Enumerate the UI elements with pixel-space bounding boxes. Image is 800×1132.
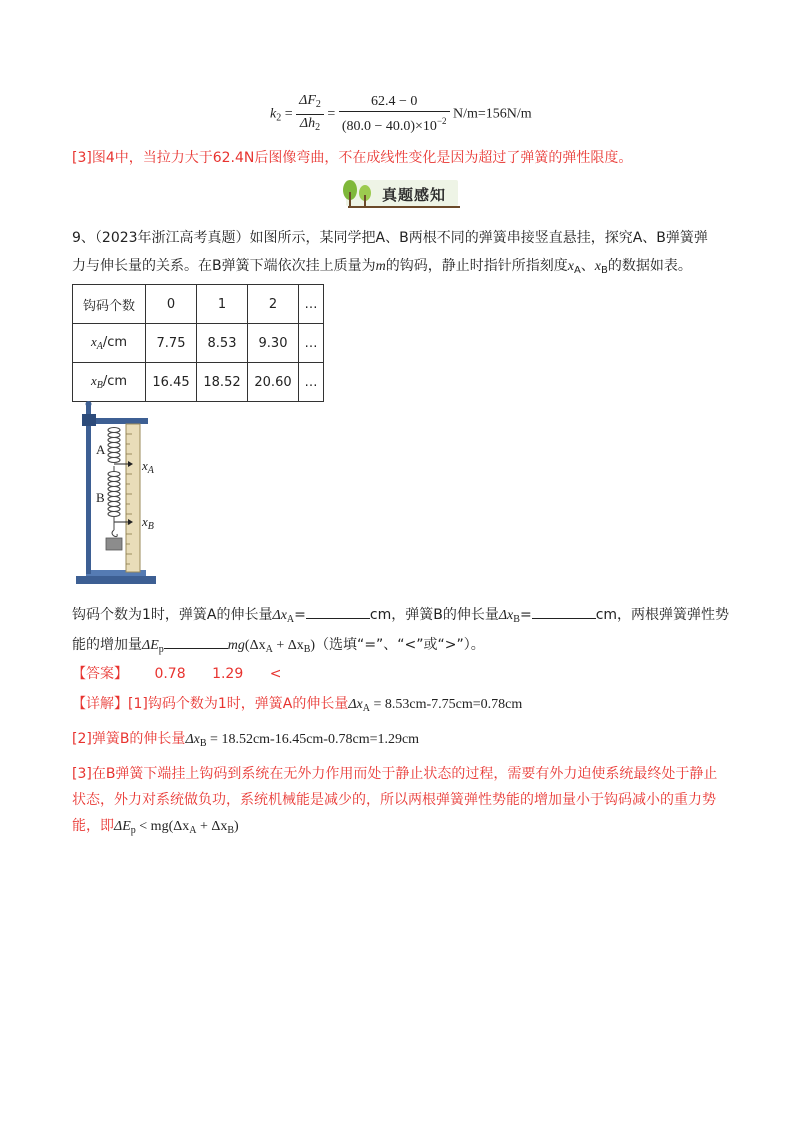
table-row-label: $x_A/cm$ xyxy=(73,324,146,363)
table-row xyxy=(73,363,324,402)
table-cell: … xyxy=(299,324,324,363)
fill-line-2: 能的增加量$\Delta E_p$ $mg(\Delta x_A + \Delta x_B)$（选填“=”、“<”或“>”）。 xyxy=(72,634,485,660)
fraction-dF-dh: $\frac{\Delta F_2}{\Delta h_2}$ xyxy=(296,92,324,137)
question-number: 9、 xyxy=(72,230,95,246)
table-header-cell: 2 xyxy=(248,285,299,324)
formula-lhs: k xyxy=(270,106,277,122)
spring-apparatus-figure xyxy=(72,400,182,590)
question-line-2: 力与伸长量的关系。在B弹簧下端依次挂上质量为m的钩码，静止时指针所指刻度$x_A$、$x_B$的数据如表。 xyxy=(72,258,692,276)
label-spring-b: B xyxy=(96,490,105,505)
table-cell: 9.30 xyxy=(248,324,299,363)
answer-label: 【答案】 xyxy=(72,666,128,682)
answer-value-3: < xyxy=(269,666,282,682)
blank-answer-2[interactable] xyxy=(532,604,596,619)
table-cell: 18.52 xyxy=(197,363,248,402)
detail-line-1: 【详解】[1]钩码个数为1时，弹簧A的伸长量$\Delta x_A = 8.53cm-7.75cm=0.78cm$ xyxy=(72,696,523,714)
answer-line xyxy=(72,664,281,684)
question-line-1: 9、（2023年浙江高考真题）如图所示，某同学把A、B两根不同的弹簧串接竖直悬挂，探究A、B弹簧弹 xyxy=(72,230,708,246)
formula-k2: $k_2$ = $\frac{\Delta F_2}{\Delta h_2}$ = $\frac{62.4 - 0}{(80.0 - 40.0)\times 10^{-2}}$ N/m=156N/m xyxy=(270,92,532,137)
note-3-previous: [3]图4中，当拉力大于62.4N后图像弯曲，不在成线性变化是因为超过了弹簧的弹性限度。 xyxy=(72,150,633,166)
section-banner-text: 真题感知 xyxy=(382,186,447,204)
table-row-label: $x_B/cm$ xyxy=(73,363,146,402)
detail-label: 【详解】 xyxy=(72,696,128,712)
formula-result: N/m=156N/m xyxy=(453,106,532,122)
detail-line-3b: 状态，外力对系统做负功，系统机械能是减少的，所以两根弹簧弹性势能的增加量小于钩码减小的重力势 xyxy=(72,792,716,808)
table-cell: 16.45 xyxy=(146,363,197,402)
label-xb: $x_B$ xyxy=(142,514,154,532)
detail-line-3a: [3]在B弹簧下端挂上钩码到系统在无外力作用而处于静止状态的过程，需要有外力迫使系统最终处于静止 xyxy=(72,766,718,782)
blank-answer-3[interactable] xyxy=(164,634,228,649)
table-row xyxy=(73,324,324,363)
table-cell: 20.60 xyxy=(248,363,299,402)
table-cell: … xyxy=(299,363,324,402)
section-banner xyxy=(338,178,462,210)
label-xa: $x_A$ xyxy=(142,458,154,476)
data-table xyxy=(72,284,324,402)
table-header-cell: 0 xyxy=(146,285,197,324)
table-header-row xyxy=(73,285,324,324)
table-header-cell: 1 xyxy=(197,285,248,324)
label-spring-a: A xyxy=(96,442,106,457)
detail-line-3c: 能，即$\Delta E_p < mg(\Delta x_A + \Delta x_B)$ xyxy=(72,818,239,836)
detail-line-2: [2]弹簧B的伸长量$\Delta x_B = 18.52cm-16.45cm-0.78cm=1.29cm$ xyxy=(72,731,420,749)
table-header-cell: … xyxy=(299,285,324,324)
blank-answer-1[interactable] xyxy=(306,604,370,619)
fraction-values: $\frac{62.4 - 0}{(80.0 - 40.0)\times 10^{-2}}$ xyxy=(339,93,450,136)
answer-value-1: 0.78 xyxy=(154,666,186,682)
table-cell: 8.53 xyxy=(197,324,248,363)
table-cell: 7.75 xyxy=(146,324,197,363)
fill-line-1: 钩码个数为1时，弹簧A的伸长量$\Delta x_A=$ cm，弹簧B的伸长量$\Delta x_B=$ cm，两根弹簧弹性势 xyxy=(72,604,729,630)
table-header-cell: 钩码个数 xyxy=(73,285,146,324)
answer-value-2: 1.29 xyxy=(212,666,244,682)
spring-stand-illustration xyxy=(72,400,182,590)
